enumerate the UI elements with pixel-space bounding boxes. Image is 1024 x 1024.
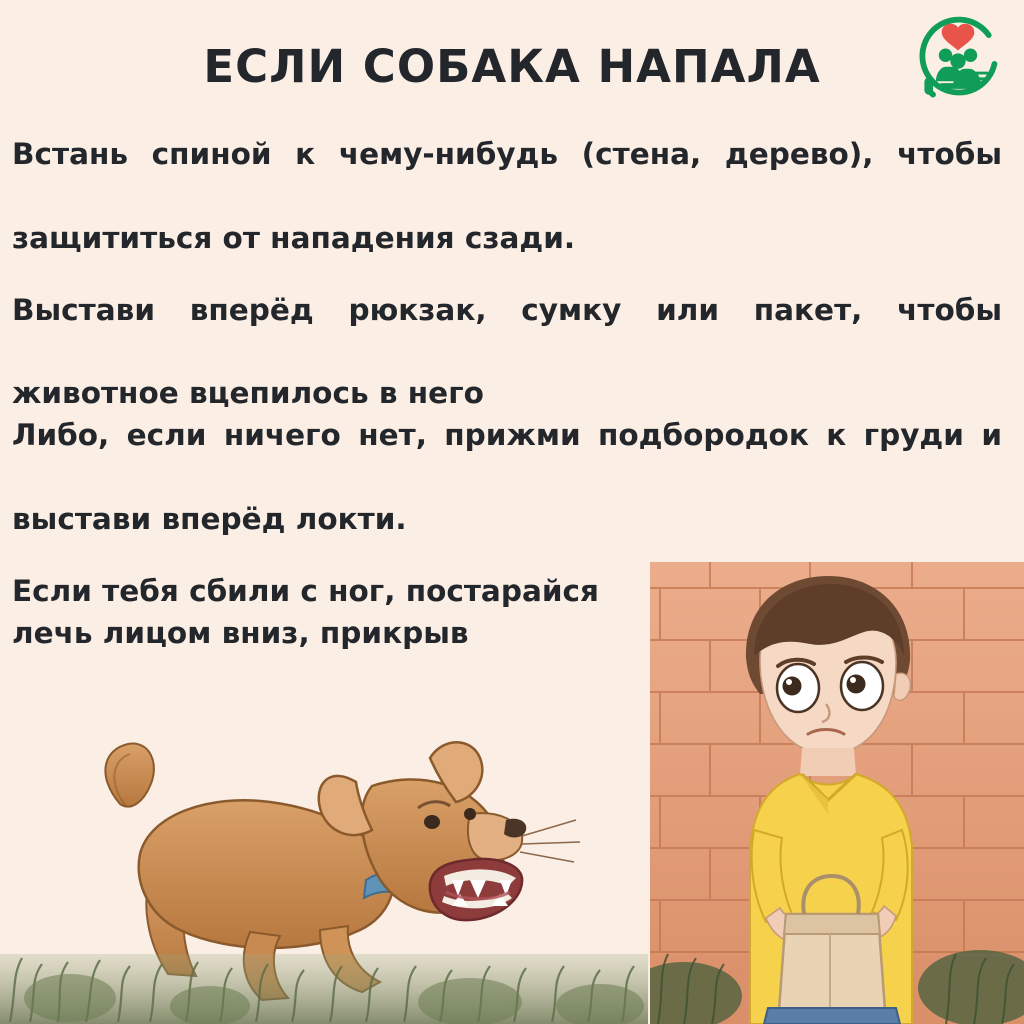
logo-alt-text [1006, 14, 1007, 15]
paragraph-2-line-4: выстави вперёд локти. [12, 502, 407, 536]
paragraph-2 [12, 290, 1002, 541]
paragraph-2-line-2: животное вцепилось в него [12, 376, 484, 411]
paragraph-3-line-2: лечь лицом вниз, прикрыв [12, 615, 469, 650]
paragraph-3-line-1: Если тебя сбили с ног, постарайся [12, 573, 599, 608]
paragraph-1-line-2: защититься от нападения сзади. [12, 220, 576, 255]
boy-with-bag-illustration [650, 562, 1024, 1024]
paragraph-1-line-1: Встань спиной к чему-нибудь (стена, дерево), чтобы [12, 137, 1002, 171]
paragraph-1 [12, 134, 1002, 260]
paragraph-2-line-1: Выстави вперёд рюкзак, сумку или пакет, чтобы [12, 292, 1002, 327]
angry-dog-illustration [0, 654, 648, 1024]
page-title: ЕСЛИ СОБАКА НАПАЛА [203, 40, 821, 93]
paragraph-2-line-3: Либо, если ничего нет, прижми подбородок к груди и [12, 418, 1002, 453]
